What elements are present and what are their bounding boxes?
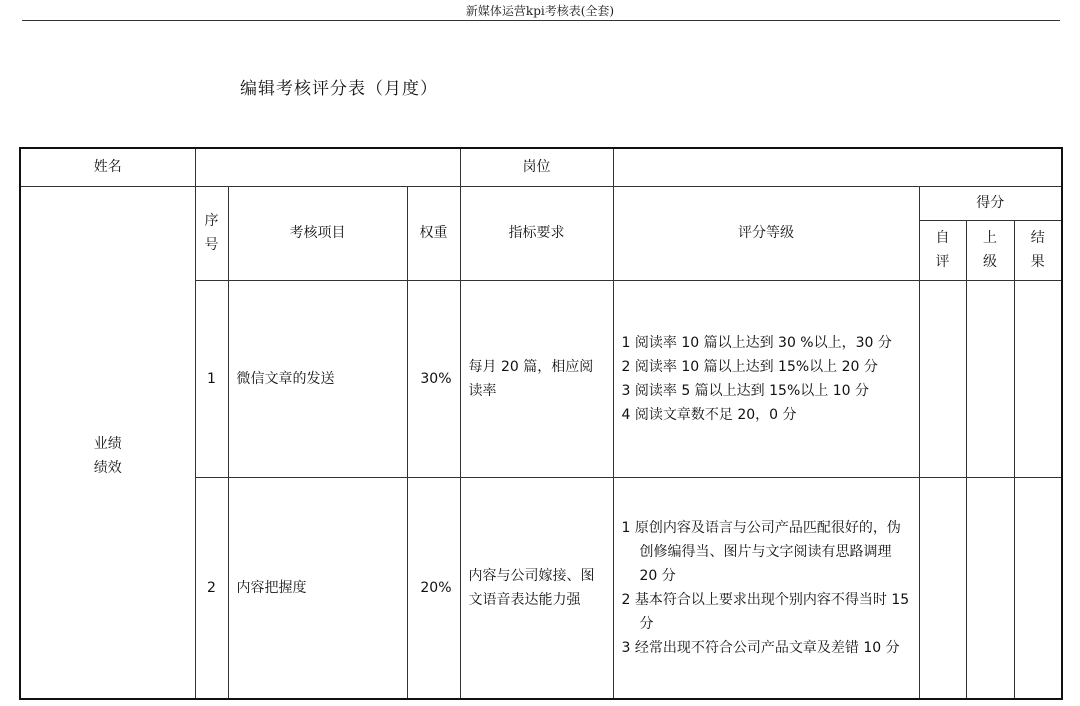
name-label: 姓名: [20, 148, 195, 186]
result-header: 结 果: [1014, 220, 1062, 280]
grade-line: 1 原创内容及语言与公司产品匹配很好的，伪创修编得当、图片与文字阅读有思路调理 20 分: [621, 519, 901, 584]
row-grade-levels: [613, 280, 919, 477]
category-line-1: 业绩: [93, 436, 122, 453]
grade-line: 4 阅读文章数不足 20，0 分: [621, 406, 797, 423]
row-result[interactable]: [1014, 477, 1062, 699]
row-superior-score[interactable]: [966, 280, 1014, 477]
row-grade-levels: [613, 477, 919, 699]
row-weight: 30%: [407, 280, 460, 477]
score-header: 得分: [919, 186, 1062, 220]
grade-line: 1 阅读率 10 篇以上达到 30 %以上，30 分: [621, 334, 892, 351]
name-value-cell[interactable]: [195, 148, 460, 186]
row-self-score[interactable]: [919, 477, 966, 699]
row-seq: 1: [195, 280, 228, 477]
row-requirement: 每月 20 篇，相应阅读率: [460, 280, 613, 477]
weight-header: 权重: [407, 186, 460, 280]
info-row: [20, 148, 1062, 186]
category-cell: [20, 186, 195, 699]
requirement-header: 指标要求: [460, 186, 613, 280]
kpi-table: [19, 147, 1063, 700]
seq-header: 序 号: [195, 186, 228, 280]
grade-line: 2 基本符合以上要求出现个别内容不得当时 15 分: [621, 591, 910, 632]
document-title: 编辑考核评分表（月度）: [240, 79, 438, 99]
header-rule: [22, 20, 1060, 21]
grade-line: 3 经常出现不符合公司产品文章及差错 10 分: [621, 639, 900, 656]
item-header: 考核项目: [228, 186, 407, 280]
grade-header: 评分等级: [613, 186, 919, 280]
row-weight: 20%: [407, 477, 460, 699]
row-seq: 2: [195, 477, 228, 699]
position-value-cell[interactable]: [613, 148, 1062, 186]
superior-score-header: 上 级: [966, 220, 1014, 280]
row-item: 微信文章的发送: [228, 280, 407, 477]
grade-line: 2 阅读率 10 篇以上达到 15%以上 20 分: [621, 358, 878, 375]
self-score-header: 自 评: [919, 220, 966, 280]
row-item: 内容把握度: [228, 477, 407, 699]
row-requirement: 内容与公司嫁接、图文语音表达能力强: [460, 477, 613, 699]
row-superior-score[interactable]: [966, 477, 1014, 699]
row-self-score[interactable]: [919, 280, 966, 477]
header-row: [20, 186, 1062, 220]
grade-line: 3 阅读率 5 篇以上达到 15%以上 10 分: [621, 382, 869, 399]
running-header: 新媒体运营kpi考核表(全套): [465, 4, 615, 18]
position-label: 岗位: [460, 148, 613, 186]
row-result[interactable]: [1014, 280, 1062, 477]
category-line-2: 绩效: [93, 460, 122, 477]
